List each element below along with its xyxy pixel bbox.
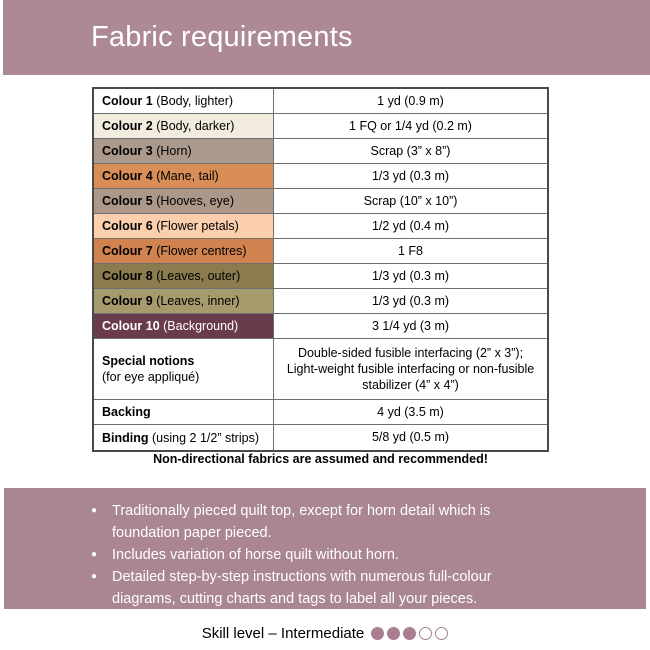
colour-label-cell — [94, 164, 274, 188]
colour-name: Colour 9 — [102, 294, 153, 308]
colour-desc: (Background) — [159, 319, 239, 333]
colour-desc: (Body, lighter) — [152, 94, 234, 108]
feature-bullet: ● Includes variation of horse quilt without horn. — [89, 544, 544, 566]
colour-name: Colour 7 — [102, 244, 153, 258]
table-row — [94, 114, 547, 139]
row-desc: (for eye appliqué) — [102, 370, 200, 384]
colour-desc: (Mane, tail) — [152, 169, 219, 183]
colour-label-cell — [94, 239, 274, 263]
colour-label-cell — [94, 264, 274, 288]
table-row — [94, 425, 547, 450]
table-row — [94, 89, 547, 114]
amount-cell: Scrap (10” x 10”) — [363, 193, 458, 208]
feature-bullet: ● Traditionally pieced quilt top, except for horn detail which is foundation paper pieced. — [89, 500, 544, 544]
colour-name: Colour 1 — [102, 94, 153, 108]
colour-label-cell — [94, 214, 274, 238]
skill-dot-filled — [371, 627, 384, 640]
colour-label-cell — [94, 114, 274, 138]
binding-cell — [94, 425, 274, 450]
colour-label-cell — [94, 314, 274, 338]
table-row — [94, 400, 547, 425]
colour-name: Colour 3 — [102, 144, 153, 158]
table-row — [94, 314, 547, 339]
special-notions-cell — [94, 339, 274, 399]
colour-name: Colour 2 — [102, 119, 153, 133]
colour-label-cell — [94, 289, 274, 313]
fabric-requirements-table — [92, 87, 549, 452]
table-row — [94, 264, 547, 289]
amount-cell: Double-sided fusible interfacing (2” x 3”); Light-weight fusible interfacing or non-fusible stabilizer (4” x 4”) — [286, 345, 535, 393]
table-row — [94, 139, 547, 164]
amount-cell: 1 yd (0.9 m) — [377, 93, 444, 108]
table-row — [94, 164, 547, 189]
colour-label-cell — [94, 139, 274, 163]
colour-name: Colour 5 — [102, 194, 153, 208]
colour-desc: (Body, darker) — [152, 119, 235, 133]
row-name: Backing — [102, 405, 151, 419]
amount-cell: 1/2 yd (0.4 m) — [371, 218, 450, 233]
skill-dot-filled — [403, 627, 416, 640]
skill-dot-empty — [419, 627, 432, 640]
skill-dot-filled — [387, 627, 400, 640]
skill-dot-empty — [435, 627, 448, 640]
backing-cell — [94, 400, 274, 424]
skill-level-label: Skill level – Intermediate — [201, 624, 365, 642]
colour-desc: (Horn) — [152, 144, 192, 158]
row-name: Binding — [102, 430, 149, 445]
note-text: Non-directional fabrics are assumed and recommended! — [153, 452, 488, 466]
row-name: Special notions — [102, 353, 195, 368]
colour-desc: (Leaves, outer) — [152, 269, 241, 283]
amount-cell: 1 FQ or 1/4 yd (0.2 m) — [349, 118, 472, 133]
table-row — [94, 214, 547, 239]
row-desc: (using 2 1/2” strips) — [148, 430, 259, 445]
amount-cell: 1/3 yd (0.3 m) — [371, 293, 450, 308]
feature-list — [89, 500, 544, 610]
colour-name: Colour 4 — [102, 169, 153, 183]
amount-cell: 3 1/4 yd (3 m) — [371, 318, 450, 333]
skill-level-footer — [0, 620, 650, 646]
colour-label-cell — [94, 189, 274, 213]
colour-name: Colour 8 — [102, 269, 153, 283]
table-row — [94, 289, 547, 314]
colour-desc: (Hooves, eye) — [152, 194, 234, 208]
colour-label-cell — [94, 89, 274, 113]
colour-desc: (Flower petals) — [152, 219, 239, 233]
skill-level-dots — [371, 627, 448, 640]
amount-cell: 1 F8 — [397, 243, 423, 258]
table-row — [94, 339, 547, 400]
colour-desc: (Flower centres) — [152, 244, 247, 258]
amount-cell: 4 yd (3.5 m) — [377, 404, 444, 419]
table-row — [94, 239, 547, 264]
colour-name: Colour 10 — [102, 319, 160, 333]
colour-desc: (Leaves, inner) — [152, 294, 240, 308]
table-row — [94, 189, 547, 214]
amount-cell: 5/8 yd (0.5 m) — [371, 430, 450, 445]
amount-cell: Scrap (3” x 8”) — [370, 143, 451, 158]
amount-cell: 1/3 yd (0.3 m) — [371, 268, 450, 283]
header-banner — [3, 0, 650, 75]
page-title: Fabric requirements — [91, 21, 353, 53]
features-panel — [4, 488, 646, 609]
amount-cell: 1/3 yd (0.3 m) — [371, 168, 450, 183]
colour-name: Colour 6 — [102, 219, 153, 233]
feature-bullet: ● Detailed step-by-step instructions with numerous full-colour diagrams, cutting charts and tags to label all your pieces. — [89, 566, 544, 610]
